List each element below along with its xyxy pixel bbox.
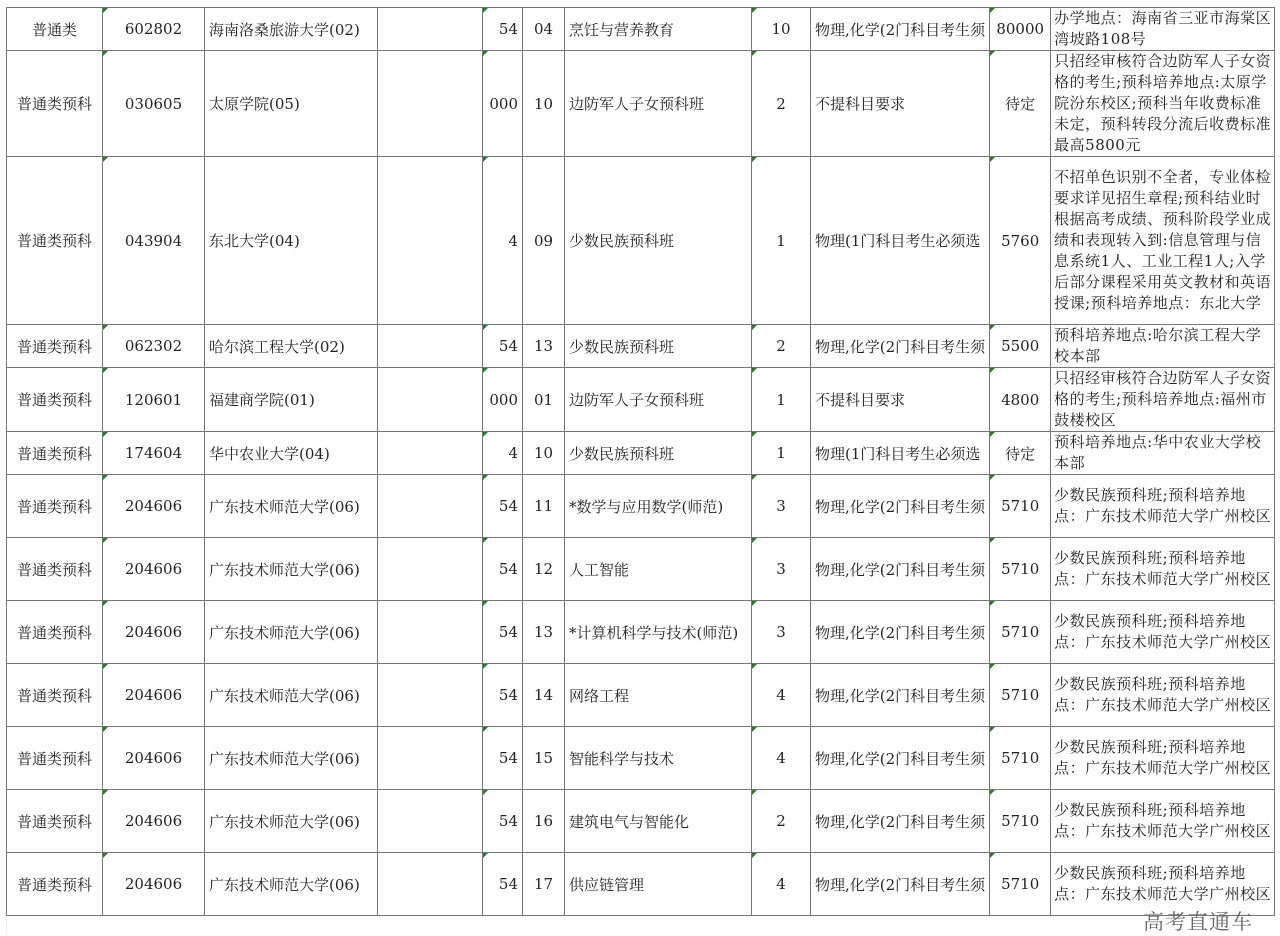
school-code-cell[interactable]: 062302 [103,325,205,368]
table-row [7,790,1275,853]
empty-cell[interactable] [378,432,483,475]
subject-requirement-cell[interactable]: 物理,化学(2门科目考生须 [811,727,990,790]
table-row [7,432,1275,475]
empty-cell[interactable] [378,727,483,790]
school-code-cell[interactable]: 204606 [103,475,205,538]
table-row [7,853,1275,916]
remark-cell[interactable]: 少数民族预科班;预科培养地点：广东技术师范大学广州校区 [1051,664,1275,727]
subject-requirement-cell[interactable]: 物理,化学(2门科目考生须 [811,325,990,368]
admissions-plan-table [6,7,1275,934]
category-cell[interactable]: 普通类 [7,8,103,51]
subject-requirement-cell[interactable]: 物理,化学(2门科目考生须 [811,664,990,727]
empty-cell[interactable] [378,664,483,727]
remark-cell[interactable]: 少数民族预科班;预科培养地点：广东技术师范大学广州校区 [1051,475,1275,538]
plan-count-cell[interactable]: 10 [752,8,811,51]
table-row [7,157,1275,325]
major-name-cell[interactable]: 网络工程 [565,664,752,727]
tuition-cell[interactable]: 80000 [990,8,1051,51]
school-name-cell[interactable]: 广东技术师范大学(06) [205,727,378,790]
remark-cell[interactable]: 只招经审核符合边防军人子女资格的考生;预科培养地点:太原学院汾东校区;预科当年收费标准未定，预科转段分流后收费标准最高5800元 [1051,51,1275,157]
table-row [7,475,1275,538]
remark-cell[interactable]: 不招单色识别不全者，专业体检要求详见招生章程;预科结业时根据高考成绩、预科阶段学业成绩和表现转入到:信息管理与信息系统1人、工业工程1人;入学后部分课程采用英文教材和英语授课;预科培养地点：东北大学 [1051,157,1275,325]
remark-cell[interactable]: 预科培养地点:华中农业大学校本部 [1051,432,1275,475]
remark-cell[interactable]: 少数民族预科班;预科培养地点：广东技术师范大学广州校区 [1051,538,1275,601]
group-code-cell[interactable]: 54 [483,475,523,538]
category-cell[interactable]: 普通类预科 [7,432,103,475]
admissions-table-container [6,7,1275,934]
plan-count-cell[interactable]: 2 [752,325,811,368]
category-cell[interactable]: 普通类预科 [7,538,103,601]
category-cell[interactable]: 普通类预科 [7,853,103,916]
school-code-cell[interactable]: 043904 [103,157,205,325]
remark-cell[interactable]: 少数民族预科班;预科培养地点：广东技术师范大学广州校区 [1051,853,1275,916]
category-cell[interactable]: 普通类预科 [7,601,103,664]
empty-cell[interactable] [378,325,483,368]
group-code-cell[interactable]: 4 [483,157,523,325]
tuition-cell[interactable]: 5710 [990,475,1051,538]
empty-row [7,916,1275,935]
category-cell[interactable]: 普通类预科 [7,790,103,853]
major-name-cell[interactable]: 少数民族预科班 [565,325,752,368]
empty-cell[interactable] [378,368,483,432]
subject-requirement-cell[interactable]: 物理,化学(2门科目考生须 [811,601,990,664]
school-name-cell[interactable]: 太原学院(05) [205,51,378,157]
subject-requirement-cell[interactable]: 物理(1门科目考生必须选 [811,432,990,475]
group-code-cell[interactable]: 54 [483,664,523,727]
major-code-cell[interactable]: 14 [523,664,565,727]
table-row [7,51,1275,157]
plan-count-cell[interactable]: 1 [752,157,811,325]
group-code-cell[interactable]: 000 [483,368,523,432]
group-code-cell[interactable]: 54 [483,538,523,601]
major-code-cell[interactable]: 13 [523,601,565,664]
school-name-cell[interactable]: 广东技术师范大学(06) [205,790,378,853]
major-name-cell[interactable]: 建筑电气与智能化 [565,790,752,853]
remark-cell[interactable]: 少数民族预科班;预科培养地点：广东技术师范大学广州校区 [1051,727,1275,790]
category-cell[interactable]: 普通类预科 [7,368,103,432]
plan-count-cell[interactable]: 1 [752,432,811,475]
subject-requirement-cell[interactable]: 物理(1门科目考生必须选 [811,157,990,325]
tuition-cell[interactable]: 4800 [990,368,1051,432]
school-code-cell[interactable]: 204606 [103,790,205,853]
major-name-cell[interactable]: *计算机科学与技术(师范) [565,601,752,664]
plan-count-cell[interactable]: 2 [752,51,811,157]
major-name-cell[interactable]: *数学与应用数学(师范) [565,475,752,538]
subject-requirement-cell[interactable]: 物理,化学(2门科目考生须 [811,8,990,51]
empty-cell[interactable] [378,853,483,916]
empty-cell[interactable] [378,601,483,664]
major-code-cell[interactable]: 11 [523,475,565,538]
plan-count-cell[interactable]: 3 [752,538,811,601]
school-name-cell[interactable]: 广东技术师范大学(06) [205,664,378,727]
tuition-cell[interactable]: 5710 [990,601,1051,664]
major-code-cell[interactable]: 13 [523,325,565,368]
group-code-cell[interactable]: 54 [483,601,523,664]
tuition-cell[interactable]: 5500 [990,325,1051,368]
tuition-cell[interactable]: 5710 [990,538,1051,601]
plan-count-cell[interactable]: 3 [752,601,811,664]
empty-cell[interactable] [378,790,483,853]
plan-count-cell[interactable]: 2 [752,790,811,853]
tuition-cell[interactable]: 5710 [990,664,1051,727]
remark-cell[interactable]: 只招经审核符合边防军人子女资格的考生;预科培养地点:福州市鼓楼校区 [1051,368,1275,432]
group-code-cell[interactable]: 54 [483,727,523,790]
category-cell[interactable]: 普通类预科 [7,727,103,790]
table-row [7,727,1275,790]
plan-count-cell[interactable]: 4 [752,853,811,916]
major-code-cell[interactable]: 10 [523,432,565,475]
remark-cell[interactable]: 办学地点：海南省三亚市海棠区湾坡路108号 [1051,8,1275,51]
remark-cell[interactable]: 少数民族预科班;预科培养地点：广东技术师范大学广州校区 [1051,601,1275,664]
tuition-cell[interactable]: 待定 [990,51,1051,157]
major-name-cell[interactable]: 少数民族预科班 [565,432,752,475]
major-name-cell[interactable]: 供应链管理 [565,853,752,916]
school-code-cell[interactable]: 204606 [103,727,205,790]
major-code-cell[interactable]: 10 [523,51,565,157]
category-cell[interactable]: 普通类预科 [7,325,103,368]
major-name-cell[interactable]: 人工智能 [565,538,752,601]
major-code-cell[interactable]: 09 [523,157,565,325]
category-cell[interactable]: 普通类预科 [7,157,103,325]
tuition-cell[interactable]: 待定 [990,432,1051,475]
group-code-cell[interactable]: 54 [483,325,523,368]
table-row [7,8,1275,51]
tuition-cell[interactable]: 5710 [990,727,1051,790]
subject-requirement-cell[interactable]: 物理,化学(2门科目考生须 [811,538,990,601]
school-name-cell[interactable]: 海南洛桑旅游大学(02) [205,8,378,51]
group-code-cell[interactable]: 4 [483,432,523,475]
school-code-cell[interactable]: 174604 [103,432,205,475]
category-cell[interactable]: 普通类预科 [7,664,103,727]
school-code-cell[interactable]: 204606 [103,664,205,727]
school-name-cell[interactable]: 福建商学院(01) [205,368,378,432]
school-code-cell[interactable]: 204606 [103,538,205,601]
group-code-cell[interactable]: 54 [483,8,523,51]
major-code-cell[interactable]: 01 [523,368,565,432]
school-code-cell[interactable]: 602802 [103,8,205,51]
empty-cell[interactable] [378,157,483,325]
school-code-cell[interactable]: 204606 [103,853,205,916]
table-row [7,664,1275,727]
table-row [7,601,1275,664]
major-code-cell[interactable]: 04 [523,8,565,51]
table-row [7,538,1275,601]
major-code-cell[interactable]: 12 [523,538,565,601]
major-name-cell[interactable]: 少数民族预科班 [565,157,752,325]
major-code-cell[interactable]: 15 [523,727,565,790]
school-name-cell[interactable]: 东北大学(04) [205,157,378,325]
school-name-cell[interactable]: 广东技术师范大学(06) [205,538,378,601]
category-cell[interactable]: 普通类预科 [7,475,103,538]
subject-requirement-cell[interactable]: 不提科目要求 [811,51,990,157]
table-row [7,368,1275,432]
school-code-cell[interactable]: 030605 [103,51,205,157]
tuition-cell[interactable]: 5710 [990,790,1051,853]
school-code-cell[interactable]: 120601 [103,368,205,432]
subject-requirement-cell[interactable]: 物理,化学(2门科目考生须 [811,853,990,916]
school-code-cell[interactable]: 204606 [103,601,205,664]
tuition-cell[interactable]: 5710 [990,853,1051,916]
school-name-cell[interactable]: 广东技术师范大学(06) [205,601,378,664]
major-name-cell[interactable]: 烹饪与营养教育 [565,8,752,51]
school-name-cell[interactable]: 广东技术师范大学(06) [205,853,378,916]
school-name-cell[interactable]: 广东技术师范大学(06) [205,475,378,538]
table-row [7,325,1275,368]
major-name-cell[interactable]: 边防军人子女预科班 [565,368,752,432]
plan-count-cell[interactable]: 3 [752,475,811,538]
subject-requirement-cell[interactable]: 不提科目要求 [811,368,990,432]
major-name-cell[interactable]: 边防军人子女预科班 [565,51,752,157]
plan-count-cell[interactable]: 4 [752,664,811,727]
empty-cell[interactable] [378,8,483,51]
watermark: 高考直通车 [1143,910,1253,934]
category-cell[interactable]: 普通类预科 [7,51,103,157]
school-name-cell[interactable]: 哈尔滨工程大学(02) [205,325,378,368]
group-code-cell[interactable]: 54 [483,853,523,916]
subject-requirement-cell[interactable]: 物理,化学(2门科目考生须 [811,790,990,853]
empty-cell[interactable] [378,475,483,538]
group-code-cell[interactable]: 000 [483,51,523,157]
empty-cell[interactable] [378,538,483,601]
major-code-cell[interactable]: 17 [523,853,565,916]
subject-requirement-cell[interactable]: 物理,化学(2门科目考生须 [811,475,990,538]
plan-count-cell[interactable]: 4 [752,727,811,790]
remark-cell[interactable]: 预科培养地点:哈尔滨工程大学校本部 [1051,325,1275,368]
plan-count-cell[interactable]: 1 [752,368,811,432]
major-code-cell[interactable]: 16 [523,790,565,853]
empty-cell[interactable] [378,51,483,157]
group-code-cell[interactable]: 54 [483,790,523,853]
remark-cell[interactable]: 少数民族预科班;预科培养地点：广东技术师范大学广州校区 [1051,790,1275,853]
school-name-cell[interactable]: 华中农业大学(04) [205,432,378,475]
major-name-cell[interactable]: 智能科学与技术 [565,727,752,790]
tuition-cell[interactable]: 5760 [990,157,1051,325]
